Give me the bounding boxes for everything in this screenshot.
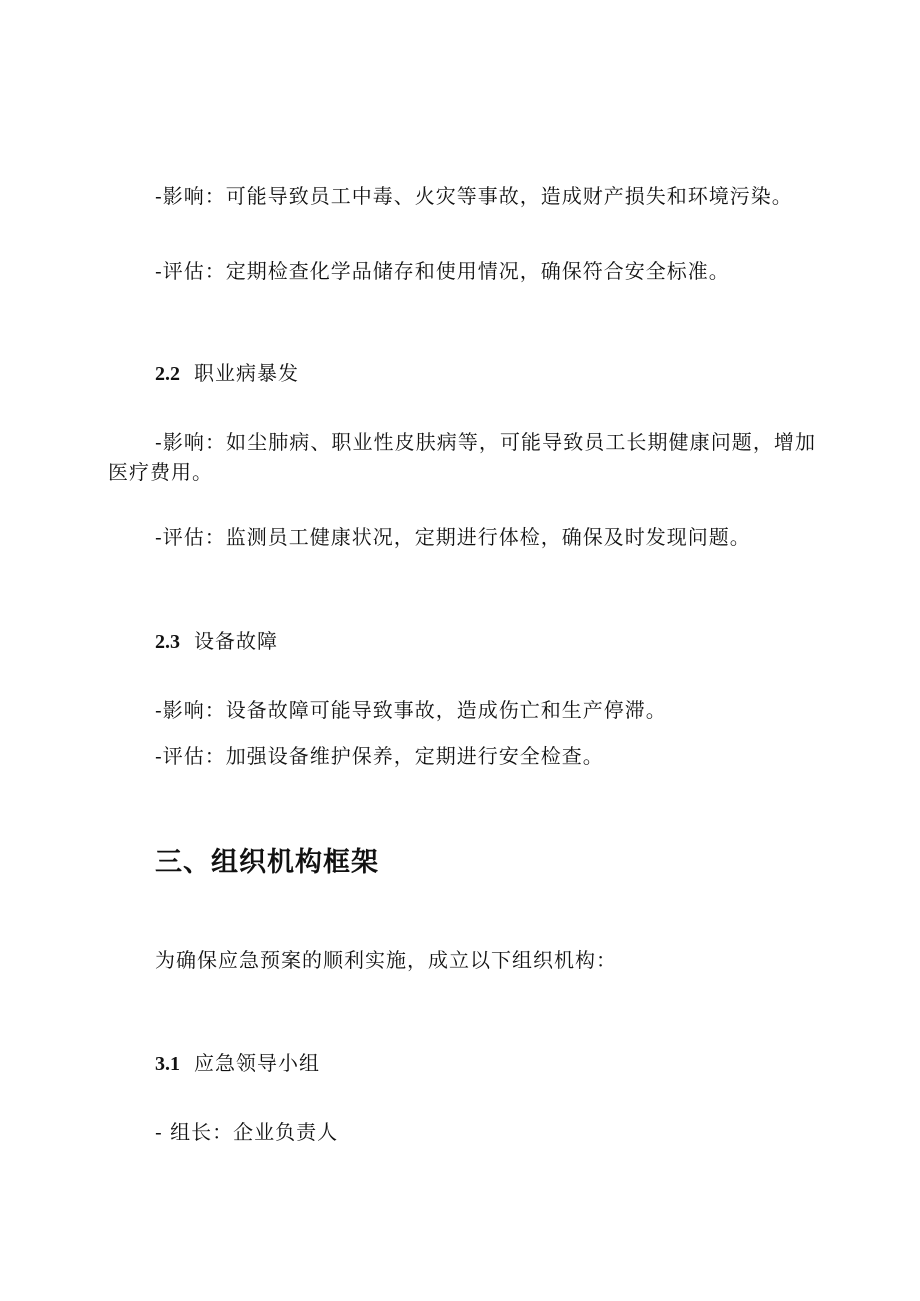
subheading-equipment-failure — [155, 626, 278, 657]
subheading-occupational-disease — [155, 358, 299, 389]
subheading-title: 应急领导小组 — [194, 1051, 320, 1075]
subheading-number: 3.1 — [155, 1053, 180, 1075]
section-intro: 为确保应急预案的顺利实施，成立以下组织机构： — [155, 948, 617, 972]
leader-line: - 组长：企业负责人 — [155, 1120, 339, 1144]
assessment-occupational-disease: -评估：监测员工健康状况，定期进行体检，确保及时发现问题。 — [155, 525, 751, 549]
impact-chemical-leak: -影响：可能导致员工中毒、火灾等事故，造成财产损失和环境污染。 — [155, 184, 793, 208]
subheading-title: 职业病暴发 — [194, 361, 299, 385]
assessment-equipment-failure: -评估：加强设备维护保养，定期进行安全检查。 — [155, 744, 604, 768]
impact-equipment-failure: -影响：设备故障可能导致事故，造成伤亡和生产停滞。 — [155, 698, 667, 722]
subheading-number: 2.3 — [155, 631, 180, 653]
subheading-emergency-leadership — [155, 1048, 320, 1079]
subheading-number: 2.2 — [155, 363, 180, 385]
impact-occupational-disease: -影响：如尘肺病、职业性皮肤病等，可能导致员工长期健康问题，增加医疗费用。 — [108, 430, 816, 484]
subheading-title: 设备故障 — [194, 629, 278, 653]
section-heading-organization: 三、组织机构框架 — [155, 847, 379, 878]
assessment-chemical-leak: -评估：定期检查化学品储存和使用情况，确保符合安全标准。 — [155, 259, 730, 283]
